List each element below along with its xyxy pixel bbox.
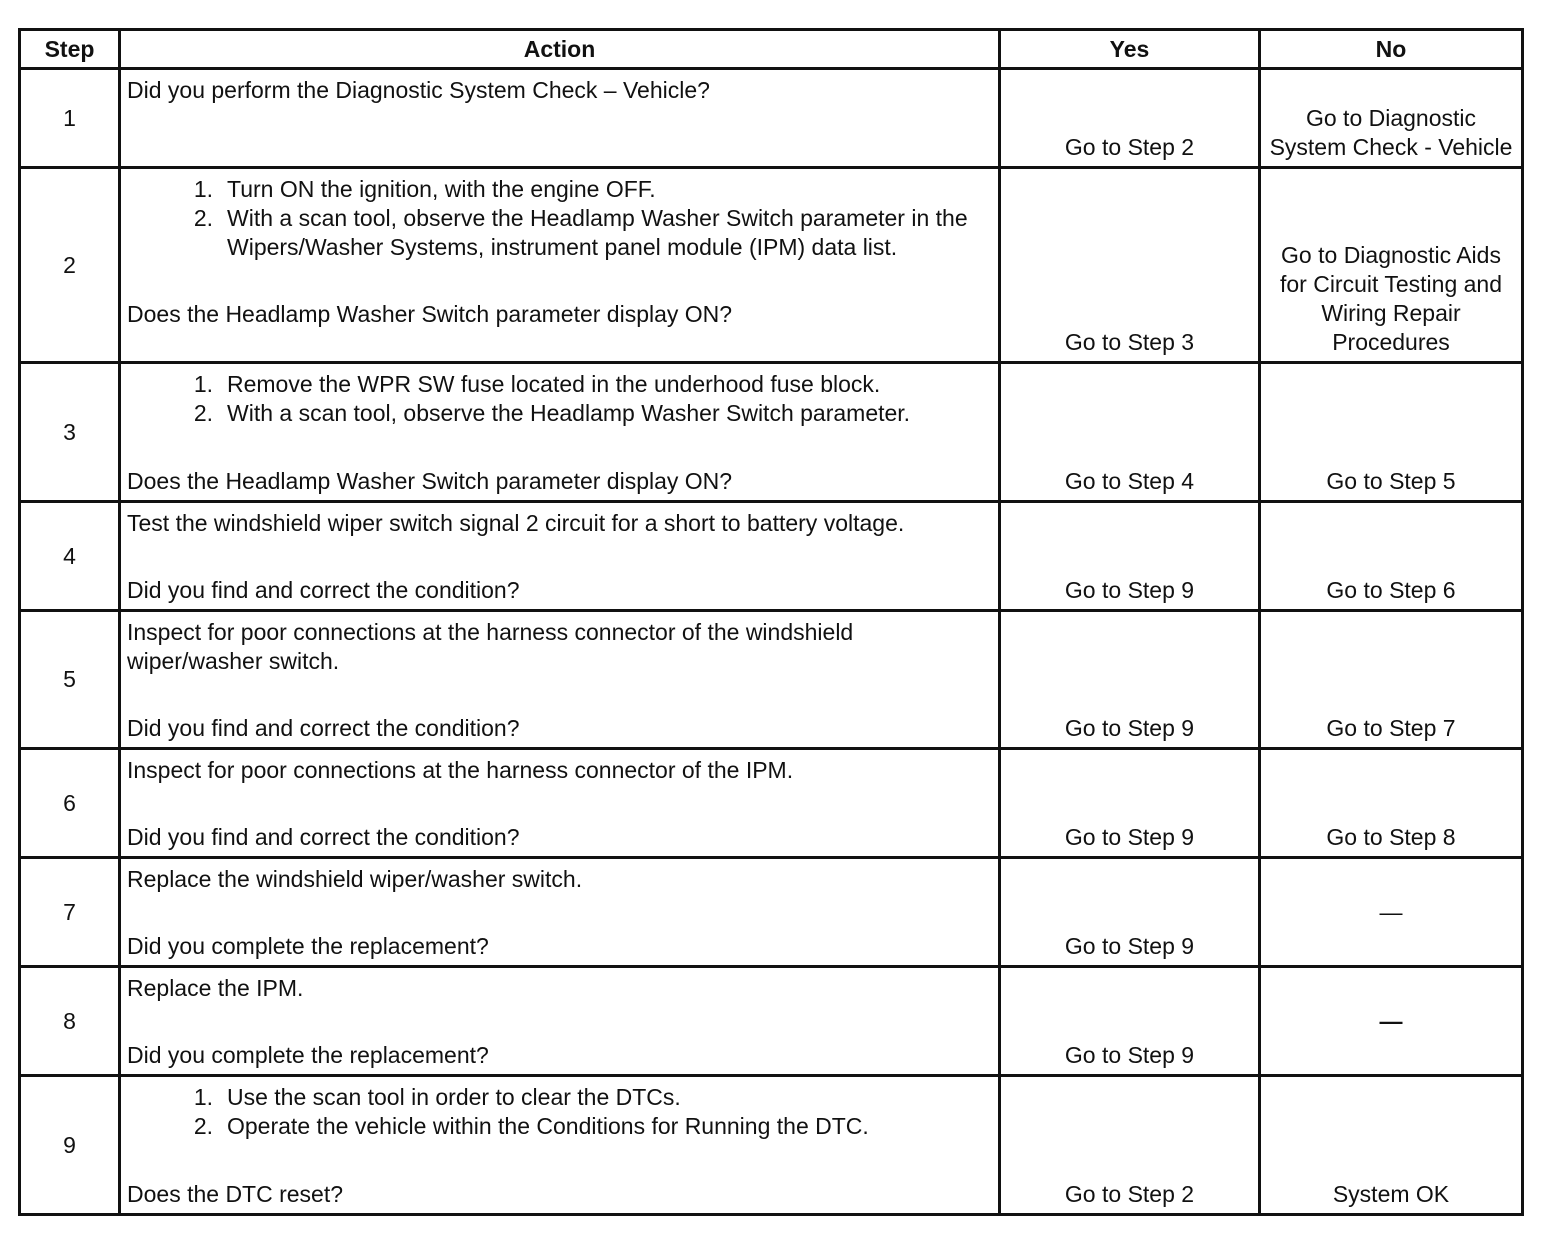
substep: 2. With a scan tool, observe the Headlamp Washer Switch parameter.	[193, 400, 911, 426]
table-row	[20, 611, 1523, 749]
yes-cell: Go to Step 4	[1000, 363, 1260, 502]
action-cell	[120, 69, 1000, 168]
substep-list	[127, 1083, 994, 1141]
yes-cell: Go to Step 9	[1000, 749, 1260, 858]
step-number: 2	[20, 168, 120, 363]
yes-cell: Go to Step 9	[1000, 967, 1260, 1076]
substep: 1. Use the scan tool in order to clear the DTCs.	[193, 1084, 681, 1110]
action-question: Did you find and correct the condition?	[127, 715, 520, 741]
action-cell	[120, 749, 1000, 858]
step-number: 5	[20, 611, 120, 749]
no-cell: System OK	[1260, 1076, 1523, 1215]
table-row	[20, 502, 1523, 611]
action-cell	[120, 858, 1000, 967]
yes-cell: Go to Step 9	[1000, 858, 1260, 967]
substep: 2. Operate the vehicle within the Conditions for Running the DTC.	[193, 1113, 869, 1139]
yes-cell: Go to Step 9	[1000, 611, 1260, 749]
action-text: Replace the windshield wiper/washer switch.	[127, 866, 583, 892]
action-question: Does the DTC reset?	[127, 1181, 344, 1207]
action-question: Did you complete the replacement?	[127, 933, 489, 959]
substep-list	[127, 370, 994, 428]
yes-cell: Go to Step 2	[1000, 1076, 1260, 1215]
no-cell: —	[1260, 967, 1523, 1076]
table-row	[20, 363, 1523, 502]
table-row	[20, 967, 1523, 1076]
header-yes: Yes	[1000, 30, 1260, 69]
action-text: Inspect for poor connections at the harness connector of the windshield wiper/washer switch.	[127, 619, 854, 674]
no-cell: Go to Diagnostic Aids for Circuit Testing and Wiring Repair Procedures	[1260, 168, 1523, 363]
substep: 1. Remove the WPR SW fuse located in the underhood fuse block.	[193, 371, 881, 397]
step-number: 4	[20, 502, 120, 611]
yes-cell: Go to Step 9	[1000, 502, 1260, 611]
no-cell: Go to Step 7	[1260, 611, 1523, 749]
action-question: Did you find and correct the condition?	[127, 824, 520, 850]
action-cell	[120, 363, 1000, 502]
substep: 2. With a scan tool, observe the Headlamp Washer Switch parameter in the Wipers/Washer Systems, instrument panel module (IPM) data list.	[193, 205, 968, 260]
action-text: Did you perform the Diagnostic System Check – Vehicle?	[127, 77, 710, 103]
no-cell: Go to Step 8	[1260, 749, 1523, 858]
action-question: Did you complete the replacement?	[127, 1042, 489, 1068]
table-row	[20, 69, 1523, 168]
diagnostic-table	[18, 28, 1524, 1216]
action-text: Inspect for poor connections at the harness connector of the IPM.	[127, 757, 794, 783]
yes-cell: Go to Step 3	[1000, 168, 1260, 363]
action-cell	[120, 502, 1000, 611]
action-question: Does the Headlamp Washer Switch parameter display ON?	[127, 301, 733, 327]
header-step: Step	[20, 30, 120, 69]
step-number: 9	[20, 1076, 120, 1215]
table-row	[20, 858, 1523, 967]
action-text: Test the windshield wiper switch signal 2 circuit for a short to battery voltage.	[127, 510, 905, 536]
substep: 1. Turn ON the ignition, with the engine OFF.	[193, 176, 656, 202]
action-cell	[120, 967, 1000, 1076]
table-row	[20, 1076, 1523, 1215]
substep-list	[127, 175, 994, 262]
step-number: 3	[20, 363, 120, 502]
header-action: Action	[120, 30, 1000, 69]
no-cell: Go to Step 5	[1260, 363, 1523, 502]
step-number: 7	[20, 858, 120, 967]
action-cell	[120, 168, 1000, 363]
action-question: Does the Headlamp Washer Switch parameter display ON?	[127, 468, 733, 494]
no-cell: Go to Step 6	[1260, 502, 1523, 611]
action-question: Did you find and correct the condition?	[127, 577, 520, 603]
table-row	[20, 168, 1523, 363]
action-text: Replace the IPM.	[127, 975, 304, 1001]
action-cell	[120, 611, 1000, 749]
step-number: 8	[20, 967, 120, 1076]
no-cell: —	[1260, 858, 1523, 967]
action-cell	[120, 1076, 1000, 1215]
header-row	[20, 30, 1523, 69]
table-row	[20, 749, 1523, 858]
step-number: 6	[20, 749, 120, 858]
header-no: No	[1260, 30, 1523, 69]
no-cell: Go to Diagnostic System Check - Vehicle	[1260, 69, 1523, 168]
yes-cell: Go to Step 2	[1000, 69, 1260, 168]
step-number: 1	[20, 69, 120, 168]
